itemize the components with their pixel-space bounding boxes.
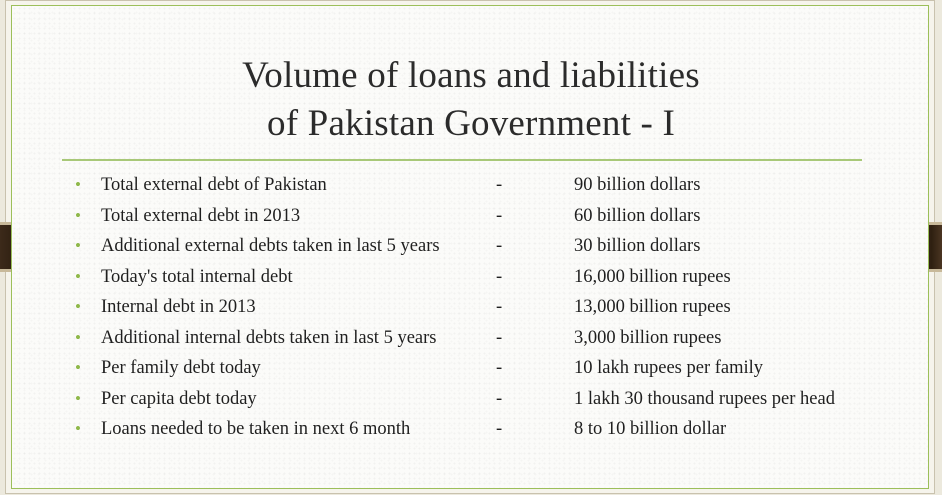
- debt-item-label: Total external debt in 2013: [101, 205, 301, 226]
- debt-list-item: [75, 326, 895, 357]
- debt-list-item: [75, 173, 895, 204]
- slide-title-line-2: of Pakistan Government - I: [267, 103, 675, 144]
- debt-item-value: 16,000 billion rupees: [574, 266, 731, 287]
- debt-list-item: [75, 417, 895, 448]
- debt-list: [75, 173, 895, 448]
- debt-item-value: 10 lakh rupees per family: [574, 358, 764, 378]
- debt-item-label: Internal debt in 2013: [101, 297, 256, 317]
- separator-dash: -: [496, 327, 503, 348]
- debt-list-item: [75, 295, 895, 326]
- debt-item-value: 8 to 10 billion dollar: [574, 419, 727, 439]
- separator-dash: -: [496, 175, 503, 195]
- debt-item-value: 90 billion dollars: [574, 175, 701, 195]
- debt-item-value: 30 billion dollars: [574, 236, 701, 256]
- slide-title-line-1: Volume of loans and liabilities: [242, 55, 700, 96]
- debt-item-value: 1 lakh 30 thousand rupees per head: [574, 388, 835, 409]
- bullet-icon: •: [75, 388, 81, 408]
- debt-item-label: Additional external debts taken in last 5 years: [101, 236, 440, 256]
- slide-title: [0, 52, 942, 148]
- separator-dash: -: [496, 266, 503, 287]
- debt-list-item: [75, 234, 895, 265]
- separator-dash: -: [496, 297, 503, 317]
- separator-dash: -: [496, 419, 503, 439]
- debt-item-label: Today's total internal debt: [101, 266, 293, 287]
- bullet-icon: •: [75, 358, 81, 377]
- bullet-icon: •: [75, 205, 81, 225]
- separator-dash: -: [496, 236, 503, 256]
- bullet-icon: •: [75, 266, 81, 286]
- debt-item-label: Total external debt of Pakistan: [101, 175, 327, 195]
- separator-dash: -: [496, 388, 503, 409]
- debt-item-label: Additional internal debts taken in last 5 years: [101, 327, 437, 348]
- debt-item-label: Per family debt today: [101, 358, 261, 378]
- debt-list-item: [75, 204, 895, 235]
- debt-item-value: 13,000 billion rupees: [574, 297, 731, 317]
- separator-dash: -: [496, 205, 503, 226]
- debt-list-item: [75, 265, 895, 296]
- title-divider: [62, 159, 862, 161]
- debt-item-label: Per capita debt today: [101, 388, 257, 409]
- bullet-icon: •: [75, 419, 81, 438]
- separator-dash: -: [496, 358, 503, 378]
- bullet-icon: •: [75, 327, 81, 347]
- debt-list-item: [75, 356, 895, 387]
- debt-list-item: [75, 387, 895, 418]
- debt-item-label: Loans needed to be taken in next 6 month: [101, 419, 411, 439]
- bullet-icon: •: [75, 297, 81, 316]
- bullet-icon: •: [75, 175, 81, 194]
- bullet-icon: •: [75, 236, 81, 255]
- debt-item-value: 3,000 billion rupees: [574, 327, 722, 348]
- debt-item-value: 60 billion dollars: [574, 205, 701, 226]
